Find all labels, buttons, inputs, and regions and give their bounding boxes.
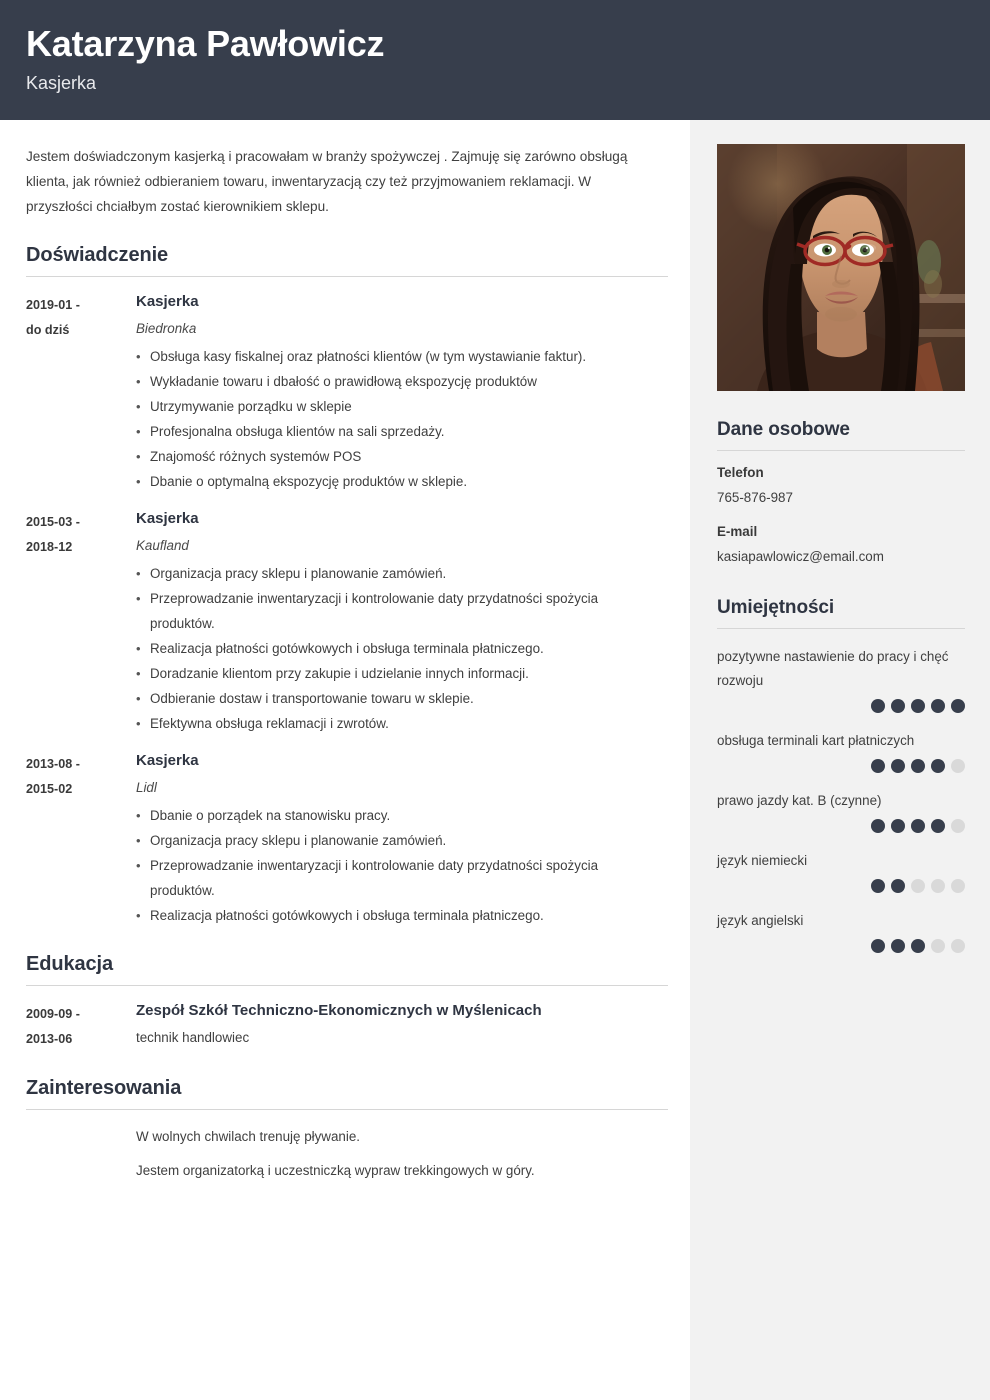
personal-data-title: Dane osobowe [717,419,850,440]
contact-item [717,522,965,569]
experience-entry [26,750,668,928]
date-from: 2019-01 - [26,298,80,312]
rating-dot-empty [931,939,945,953]
list-item: • Przeprowadzanie inwentaryzacji i kontrolowanie daty przydatności spożycia produktów. [136,853,666,903]
interests-section-title: Zainteresowania [26,1077,182,1099]
job-title: Kasjerka [136,752,199,769]
experience-entry [26,291,668,494]
date-to: 2018-12 [26,540,73,554]
entry-content [136,750,668,928]
rating-dot-filled [911,759,925,773]
entry-date-range [26,291,136,494]
list-item: • Wykładanie towaru i dbałość o prawidłową ekspozycję produktów [136,369,666,394]
contact-item [717,463,965,510]
list-item: • Organizacja pracy sklepu i planowanie zamówień. [136,561,666,586]
skill-label: prawo jazdy kat. B (czynne) [717,793,882,808]
list-item: • Obsługa kasy fiskalnej oraz płatności klientów (w tym wystawianie faktur). [136,344,666,369]
resume-body [0,120,990,1400]
interest-item: Jestem organizatorką i uczestniczką wypraw trekkingowych w góry. [136,1163,535,1178]
company-name: Kaufland [136,538,189,553]
date-to: 2015-02 [26,782,73,796]
rating-dot-filled [891,759,905,773]
entry-date-range [26,1000,136,1052]
section-divider [26,985,668,986]
candidate-name: Katarzyna Pawłowicz [26,23,385,64]
list-item: • Realizacja płatności gotówkowych i obsługa terminala płatniczego. [136,636,666,661]
rating-dot-filled [891,939,905,953]
rating-dot-filled [891,699,905,713]
entry-content [136,291,668,494]
list-item: • Odbieranie dostaw i transportowanie towaru w sklepie. [136,686,666,711]
list-item: • Realizacja płatności gotówkowych i obsługa terminala płatniczego. [136,903,666,928]
rating-dot-filled [871,759,885,773]
date-to: 2013-06 [26,1032,73,1046]
experience-list [26,291,668,928]
personal-data-section [717,417,965,569]
skill-item [717,729,965,773]
rating-dot-filled [871,939,885,953]
contact-value[interactable]: 765-876-987 [717,490,793,505]
contact-label: E-mail [717,524,758,539]
sidebar-column [690,120,990,1400]
portrait-photo [717,144,965,391]
skill-label: język angielski [717,913,804,928]
skill-rating [717,759,965,773]
experience-entry [26,508,668,736]
contact-list [717,463,965,569]
rating-dot-filled [931,819,945,833]
education-list [26,1000,668,1052]
skill-item [717,849,965,893]
job-title: Kasjerka [136,293,199,310]
list-item: • Doradzanie klientom przy zakupie i udzielanie innych informacji. [136,661,666,686]
date-to: do dziś [26,323,70,337]
rating-dot-empty [951,879,965,893]
job-title: Kasjerka [136,510,199,527]
interests-section [26,1074,668,1183]
section-divider [26,1109,668,1110]
list-item: • Dbanie o optymalną ekspozycję produktów w sklepie. [136,469,666,494]
entry-date-range [26,508,136,736]
rating-dot-filled [931,699,945,713]
list-item: • Utrzymywanie porządku w sklepie [136,394,666,419]
skill-rating [717,879,965,893]
experience-section-title: Doświadczenie [26,244,169,266]
contact-value[interactable]: kasiapawlowicz@email.com [717,549,884,564]
main-column [0,120,690,1400]
responsibility-list [136,344,668,494]
list-item: • Organizacja pracy sklepu i planowanie zamówień. [136,828,666,853]
education-entry [26,1000,668,1052]
rating-dot-empty [951,939,965,953]
date-from: 2015-03 - [26,515,80,529]
education-section-title: Edukacja [26,953,114,975]
responsibility-list [136,561,668,736]
rating-dot-empty [951,819,965,833]
rating-dot-filled [871,879,885,893]
school-name: Zespół Szkół Techniczno-Ekonomicznych w Myślenicach [136,1002,542,1019]
contact-label: Telefon [717,465,764,480]
skill-rating [717,819,965,833]
rating-dot-filled [891,879,905,893]
skill-item [717,909,965,953]
rating-dot-empty [931,879,945,893]
profile-summary: Jestem doświadczonym kasjerką i pracowałam w branży spożywczej . Zajmuję się zarówno obsługą klienta, jak również odbieraniem towaru, inwentaryzacją czy też przyjmowaniem reklamacji. W przyszłości chciałbym zostać kierownikiem sklepu. [26,149,628,214]
rating-dot-filled [871,699,885,713]
section-divider [26,276,668,277]
candidate-role: Kasjerka [26,73,97,93]
date-from: 2013-08 - [26,757,80,771]
rating-dot-filled [931,759,945,773]
skills-list [717,645,965,953]
interest-item: W wolnych chwilach trenuję pływanie. [136,1129,361,1144]
rating-dot-empty [911,879,925,893]
resume-header [0,0,990,120]
entry-content [136,1000,668,1052]
list-item: • Znajomość różnych systemów POS [136,444,666,469]
skill-label: pozytywne nastawienie do pracy i chęć rozwoju [717,649,949,688]
skill-rating [717,939,965,953]
responsibility-list [136,803,668,928]
skill-rating [717,699,965,713]
skill-item [717,789,965,833]
experience-section [26,241,668,928]
study-field: technik handlowiec [136,1030,250,1045]
company-name: Biedronka [136,321,197,336]
entry-date-range [26,750,136,928]
skill-item [717,645,965,713]
rating-dot-filled [891,819,905,833]
rating-dot-empty [951,759,965,773]
rating-dot-filled [951,699,965,713]
rating-dot-filled [911,819,925,833]
entry-content [136,508,668,736]
interests-list [26,1124,668,1183]
list-item: • Dbanie o porządek na stanowisku pracy. [136,803,666,828]
rating-dot-filled [871,819,885,833]
list-item: • Efektywna obsługa reklamacji i zwrotów. [136,711,666,736]
skills-section [717,595,965,953]
rating-dot-filled [911,699,925,713]
list-item: • Profesjonalna obsługa klientów na sali sprzedaży. [136,419,666,444]
date-from: 2009-09 - [26,1007,80,1021]
sidebar-divider [717,628,965,629]
education-section [26,950,668,1052]
list-item: • Przeprowadzanie inwentaryzacji i kontrolowanie daty przydatności spożycia produktów. [136,586,666,636]
company-name: Lidl [136,780,157,795]
sidebar-divider [717,450,965,451]
skill-label: obsługa terminali kart płatniczych [717,733,915,748]
rating-dot-filled [911,939,925,953]
skill-label: język niemiecki [717,853,808,868]
skills-title: Umiejętności [717,597,835,618]
